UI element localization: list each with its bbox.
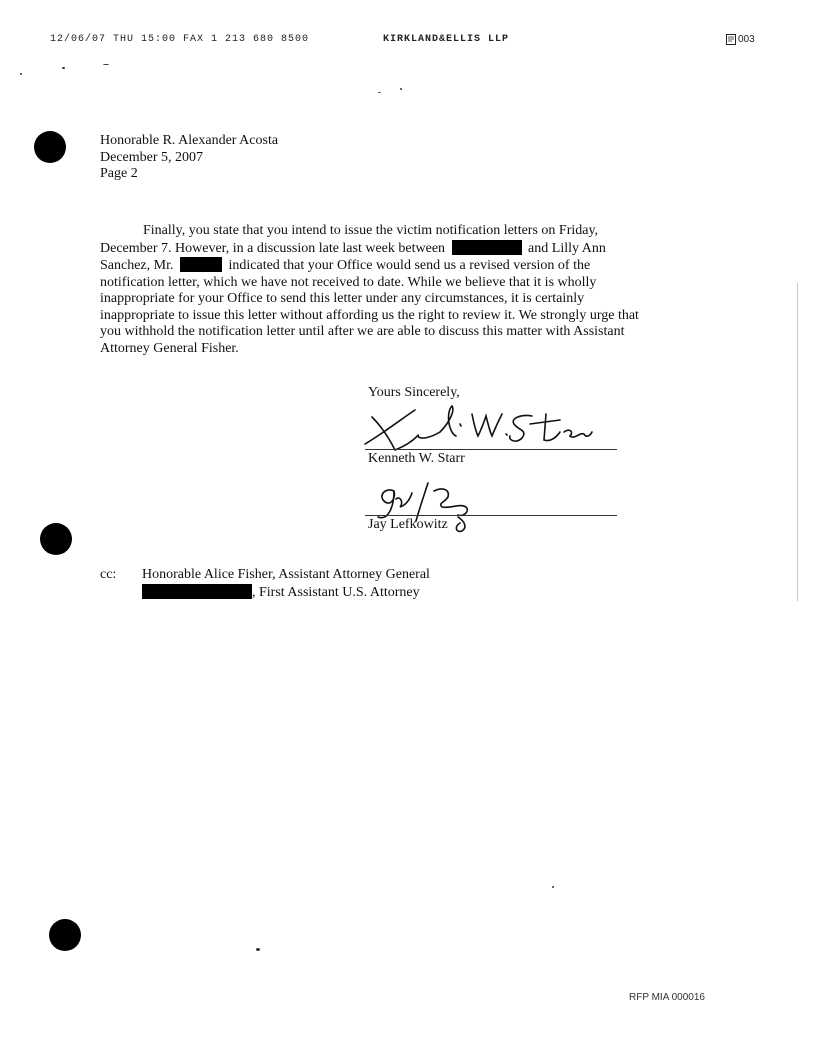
hole-punch bbox=[40, 523, 72, 555]
body-line bbox=[100, 240, 639, 258]
signature-line bbox=[365, 449, 617, 450]
redaction-box bbox=[180, 257, 222, 272]
signer-name: Kenneth W. Starr bbox=[368, 451, 465, 466]
body-line-text: indicated that your Office would send us a revised version of the bbox=[228, 258, 591, 273]
scan-speck bbox=[62, 67, 65, 69]
cc-line-text: , First Assistant U.S. Attorney bbox=[252, 584, 420, 600]
body-line-text: and Lilly Ann bbox=[528, 240, 606, 256]
body-line: Finally, you state that you intend to issue the victim notification letters on Friday, bbox=[143, 223, 599, 238]
fax-page-indicator bbox=[726, 34, 755, 45]
cc-label: cc: bbox=[100, 567, 117, 582]
body-line-text: December 7. However, in a discussion late last week between bbox=[100, 240, 446, 256]
body-line: inappropriate for your Office to send this letter under any circumstances, it is certainly bbox=[100, 291, 585, 306]
hole-punch bbox=[49, 919, 81, 951]
cc-line bbox=[142, 584, 430, 602]
body-line bbox=[100, 257, 639, 275]
closing-salutation: Yours Sincerely, bbox=[368, 385, 460, 400]
scan-speck bbox=[103, 64, 109, 65]
cc-line: Honorable Alice Fisher, Assistant Attorney General bbox=[142, 567, 430, 582]
fax-page-icon bbox=[726, 34, 736, 45]
scan-speck bbox=[378, 92, 381, 93]
redaction-box bbox=[452, 240, 522, 255]
body-line-text: Sanchez, Mr. bbox=[100, 258, 174, 273]
bates-number: RFP MIA 000016 bbox=[629, 992, 705, 1003]
recipient-name: Honorable R. Alexander Acosta bbox=[100, 133, 279, 148]
signature-starr bbox=[360, 402, 610, 454]
redaction-box bbox=[142, 584, 252, 599]
scan-speck bbox=[20, 73, 22, 75]
fax-header-timestamp: 12/06/07 THU 15:00 FAX 1 213 680 8500 bbox=[50, 34, 310, 45]
recipient-block bbox=[100, 133, 278, 183]
hole-punch bbox=[34, 131, 66, 163]
fax-header-firm: KIRKLAND&ELLIS LLP bbox=[383, 34, 510, 45]
signer-name: Jay Lefkowitz bbox=[368, 517, 448, 532]
body-line: you withhold the notification letter until after we are able to discuss this matter with Assistant bbox=[100, 324, 625, 339]
cc-recipients bbox=[142, 567, 430, 601]
body-line: notification letter, which we have not received to date. While we believe that it is wholly bbox=[100, 274, 597, 290]
scan-speck bbox=[400, 88, 402, 90]
fax-page-number: 003 bbox=[738, 34, 755, 45]
body-line: Attorney General Fisher. bbox=[100, 340, 239, 356]
scan-speck bbox=[552, 886, 554, 888]
signature-line bbox=[365, 515, 617, 516]
scan-speck bbox=[256, 948, 260, 951]
scan-edge-line bbox=[797, 283, 798, 601]
letter-body bbox=[100, 223, 639, 357]
page-label: Page 2 bbox=[100, 166, 138, 181]
body-line: inappropriate to issue this letter without affording us the right to review it. We strongly urge that bbox=[100, 307, 639, 323]
letter-date: December 5, 2007 bbox=[100, 149, 204, 165]
